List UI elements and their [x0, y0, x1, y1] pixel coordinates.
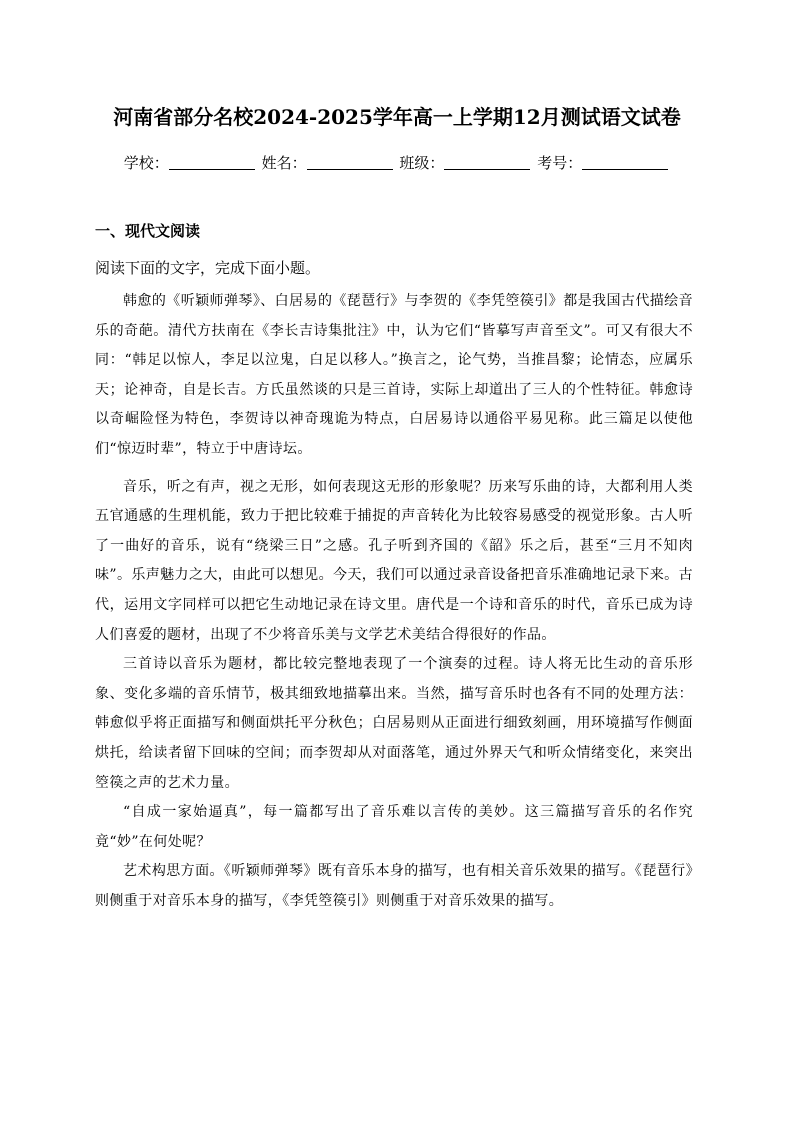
passage-paragraph: 韩愈的《听颖师弹琴》、白居易的《琵琶行》与李贺的《李凭箜篌引》都是我国古代描绘音乐的奇葩。清代方扶南在《李长吉诗集批注》中，认为它们“皆摹写声音至文”。可又有很大不同：“韩足以惊人，李足以泣鬼，白足以移人。”换言之，论气势，当推昌黎；论情态，应属乐天；论神奇，自是长吉。方氏虽然谈的只是三首诗，实际上却道出了三人的个性特征。韩愈诗以奇崛险怪为特色，李贺诗以神奇瑰诡为特点，白居易诗以通俗平易见称。此三篇足以使他们“惊迈时辈”，特立于中唐诗坛。	[95, 293, 693, 457]
class-label: 班级：	[399, 154, 445, 172]
passage-body	[95, 287, 693, 916]
exam-number-label: 考号：	[537, 154, 583, 172]
passage-paragraph: “自成一家始逼真”，每一篇都写出了音乐难以言传的美妙。这三篇描写音乐的名作究竟“妙”在何处呢？	[95, 804, 693, 850]
school-blank[interactable]	[169, 155, 255, 170]
passage-paragraph: 音乐，听之有声，视之无形，如何表现这无形的形象呢？历来写乐曲的诗，大都利用人类五官通感的生理机能，致力于把比较难于捕捉的声音转化为比较容易感受的视觉形象。古人听了一曲好的音乐，说有“绕梁三日”之感。孔子听到齐国的《韶》乐之后，甚至“三月不知肉味”。乐声魅力之大，由此可以想见。今天，我们可以通过录音设备把音乐准确地记录下来。古代，运用文字同样可以把它生动地记录在诗文里。唐代是一个诗和音乐的时代，音乐已成为诗人们喜爱的题材，出现了不少将音乐美与文学艺术美结合得很好的作品。	[95, 478, 693, 643]
name-blank[interactable]	[307, 155, 393, 170]
reading-instruction: 阅读下面的文字，完成下面小题。	[95, 259, 321, 277]
exam-number-blank[interactable]	[582, 155, 668, 170]
section-heading: 一、现代文阅读	[95, 222, 201, 240]
page-title: 河南省部分名校2024-2025学年高一上学期12月测试语文试卷	[113, 105, 681, 129]
school-label: 学校：	[123, 154, 169, 172]
passage-paragraph: 三首诗以音乐为题材，都比较完整地表现了一个演奏的过程。诗人将无比生动的音乐形象、变化多端的音乐情节，极其细致地描摹出来。当然，描写音乐时也各有不同的处理方法：韩愈似乎将正面描写和侧面烘托平分秋色；白居易则从正面进行细致刻画，用环境描写作侧面烘托，给读者留下回味的空间；而李贺却从对面落笔，通过外界天气和听众情绪变化，来突出箜篌之声的艺术力量。	[95, 656, 693, 791]
class-blank[interactable]	[444, 155, 530, 170]
student-info-line	[0, 152, 794, 174]
name-label: 姓名：	[261, 154, 307, 172]
passage-paragraph: 艺术构思方面。《听颖师弹琴》既有音乐本身的描写，也有相关音乐效果的描写。《琵琶行》则侧重于对音乐本身的描写，《李凭箜篌引》则侧重于对音乐效果的描写。	[95, 863, 693, 909]
